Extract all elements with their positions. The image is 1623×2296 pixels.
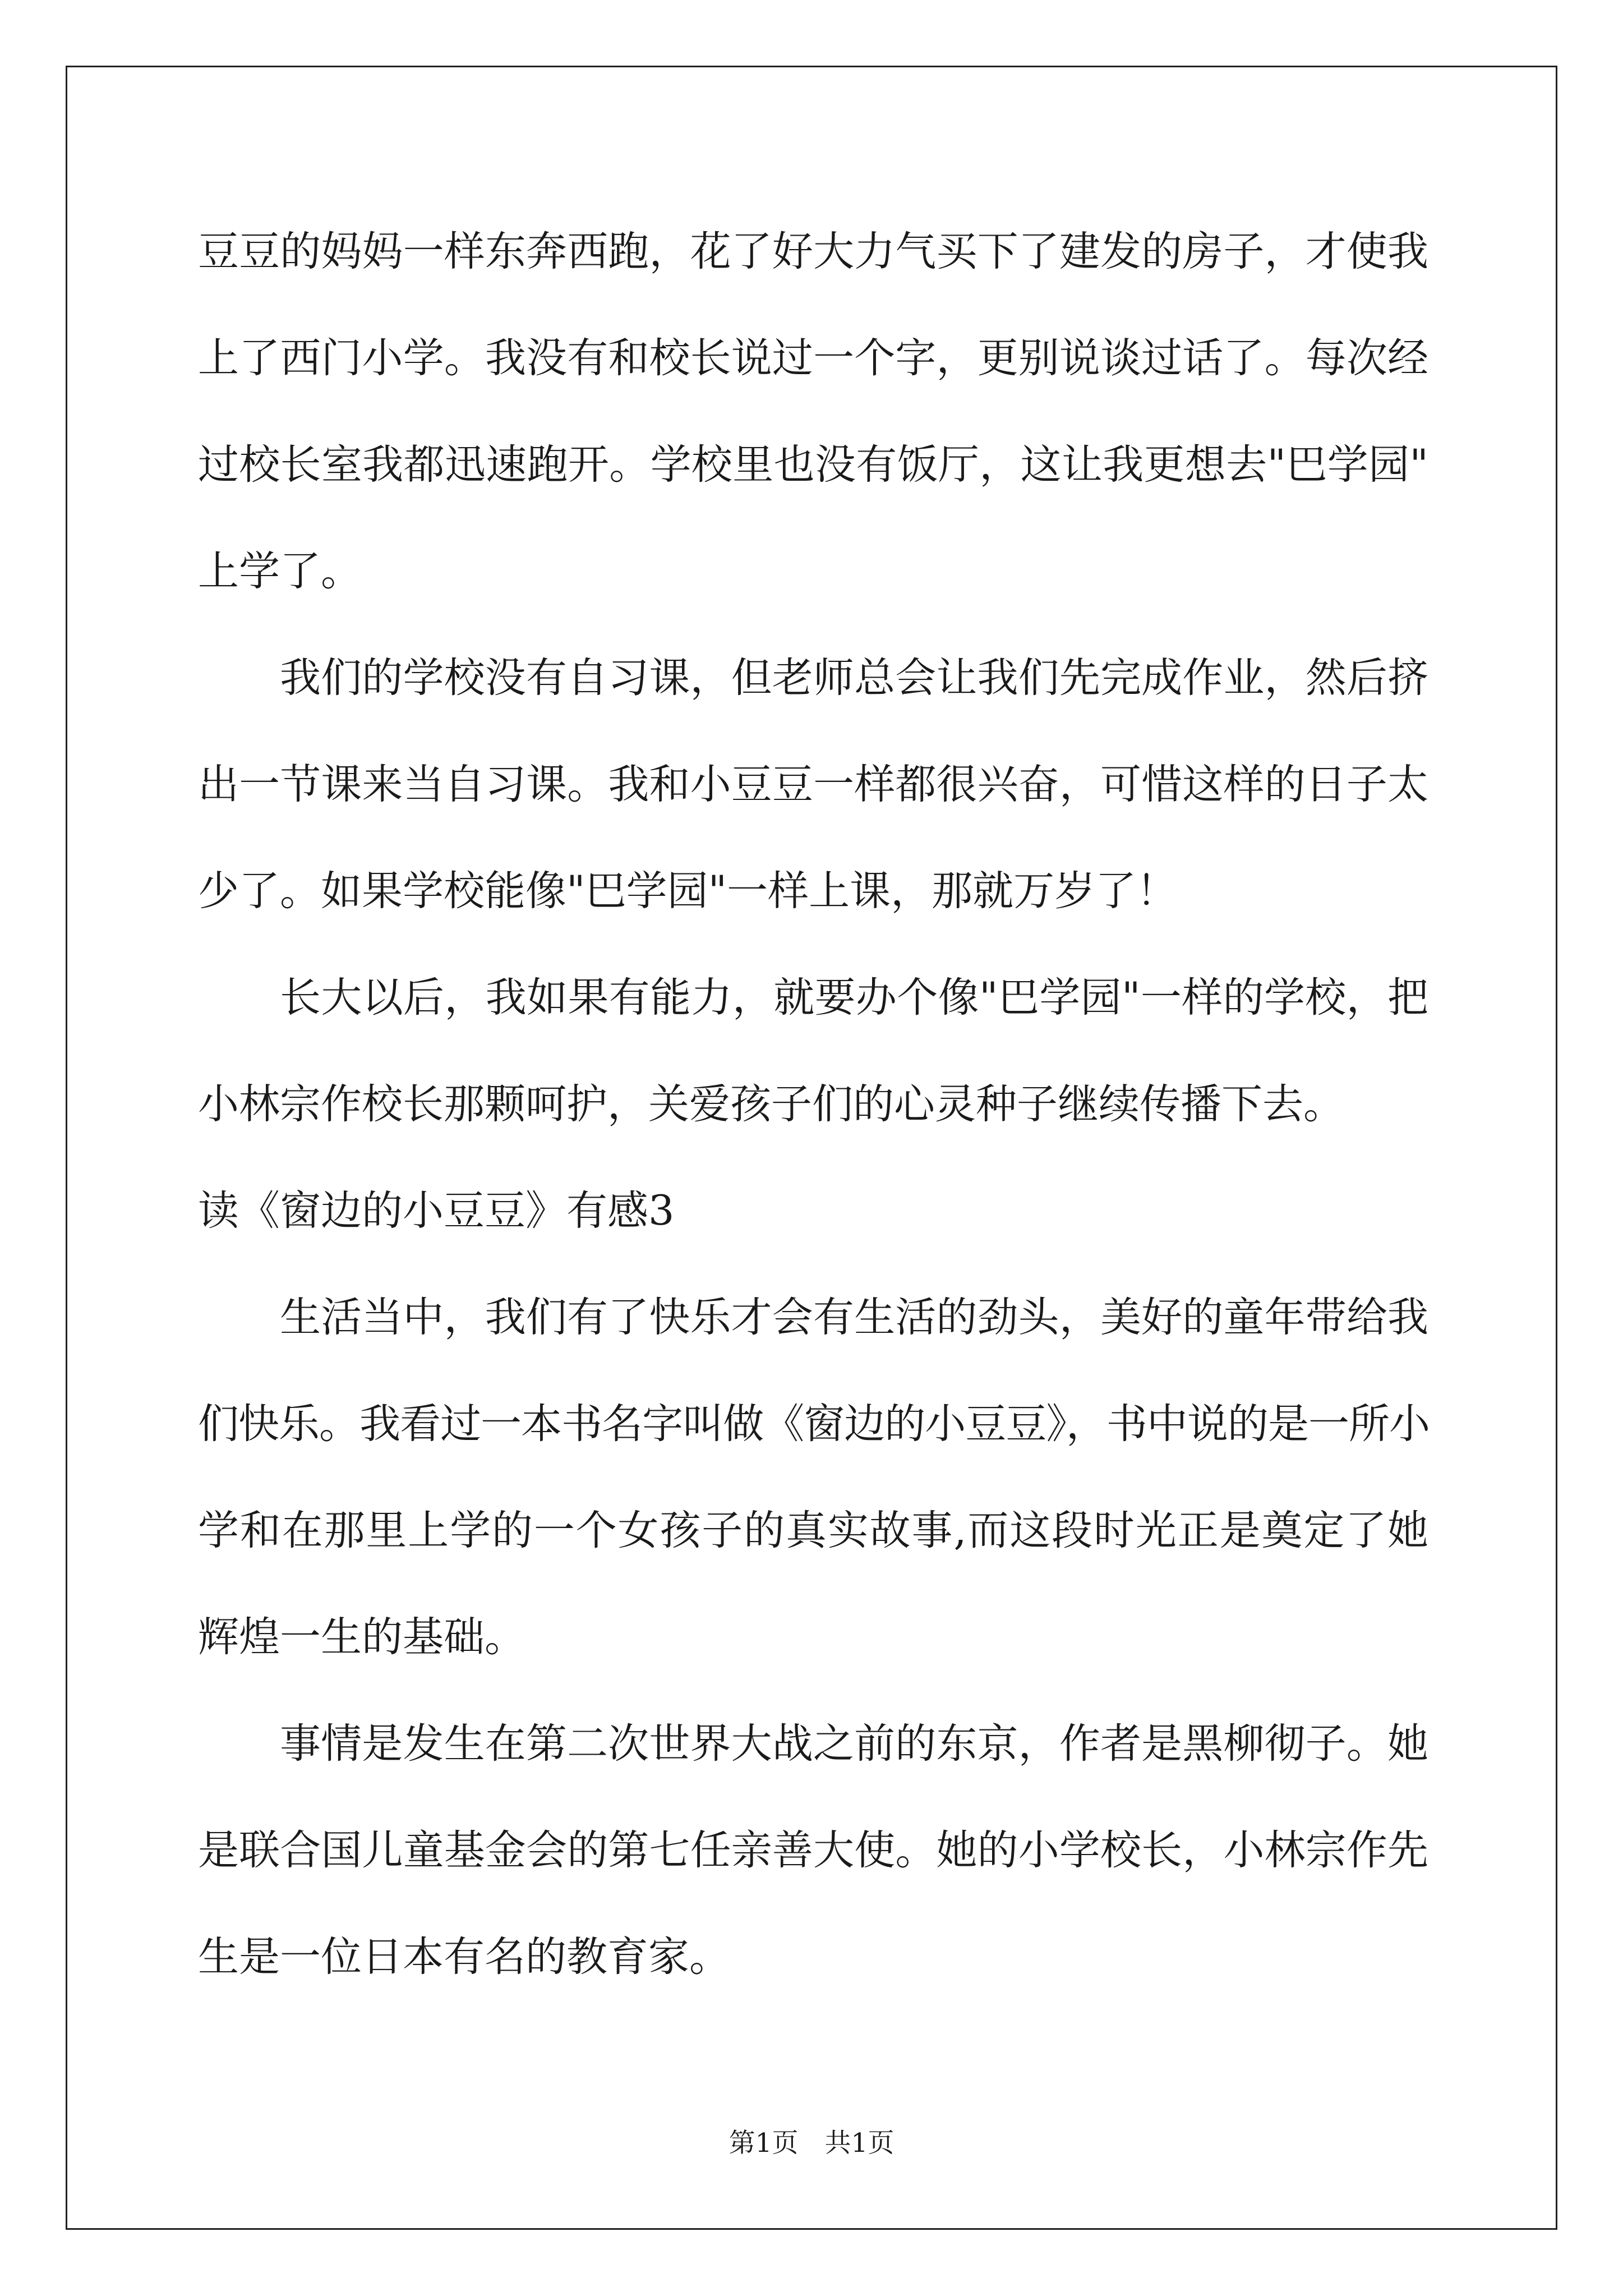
text-line: 学和在那里上学的一个女孩子的真实故事,而这段时光正是奠定了她 xyxy=(198,1507,1428,1554)
paragraph xyxy=(198,1691,1428,2010)
text-line: 生活当中，我们有了快乐才会有生活的劲头，美好的童年带给我 xyxy=(280,1294,1428,1341)
text-line: 是联合国儿童基金会的第七任亲善大使。她的小学校长，小林宗作先 xyxy=(198,1826,1428,1874)
text-line: 出一节课来当自习课。我和小豆豆一样都很兴奋，可惜这样的日子太 xyxy=(198,761,1428,808)
text-line: 豆豆的妈妈一样东奔西跑，花了好大力气买下了建发的房子，才使我 xyxy=(198,228,1428,275)
paragraph xyxy=(198,1264,1428,1691)
text-line: 辉煌一生的基础。 xyxy=(198,1613,525,1661)
text-line: 事情是发生在第二次世界大战之前的东京，作者是黑柳彻子。她 xyxy=(280,1720,1428,1768)
page-footer: 第1页 共1页 xyxy=(728,2128,895,2159)
text-line: 少了。如果学校能像"巴学园"一样上课，那就万岁了！ xyxy=(198,867,1178,915)
text-line: 生是一位日本有名的教育家。 xyxy=(198,1933,730,1981)
text-line: 们快乐。我看过一本书名字叫做《窗边的小豆豆》，书中说的是一所小 xyxy=(198,1400,1428,1448)
paragraph xyxy=(198,945,1428,1158)
text-line: 长大以后，我如果有能力，就要办个像"巴学园"一样的学校，把 xyxy=(280,974,1428,1022)
paragraph xyxy=(198,625,1428,945)
section-heading xyxy=(198,1158,1428,1264)
text-line: 上了西门小学。我没有和校长说过一个字，更别说谈过话了。每次经 xyxy=(198,334,1428,382)
text-line: 上学了。 xyxy=(198,547,362,595)
document-body xyxy=(198,199,1428,2010)
text-line: 过校长室我都迅速跑开。学校里也没有饭厅，这让我更想去"巴学园" xyxy=(198,441,1428,489)
text-line: 小林宗作校长那颗呵护，关爱孩子们的心灵种子继续传播下去。 xyxy=(198,1080,1344,1128)
text-line: 我们的学校没有自习课，但老师总会让我们先完成作业，然后挤 xyxy=(280,654,1428,702)
heading-text: 读《窗边的小豆豆》有感3 xyxy=(198,1187,675,1235)
paragraph xyxy=(198,199,1428,625)
